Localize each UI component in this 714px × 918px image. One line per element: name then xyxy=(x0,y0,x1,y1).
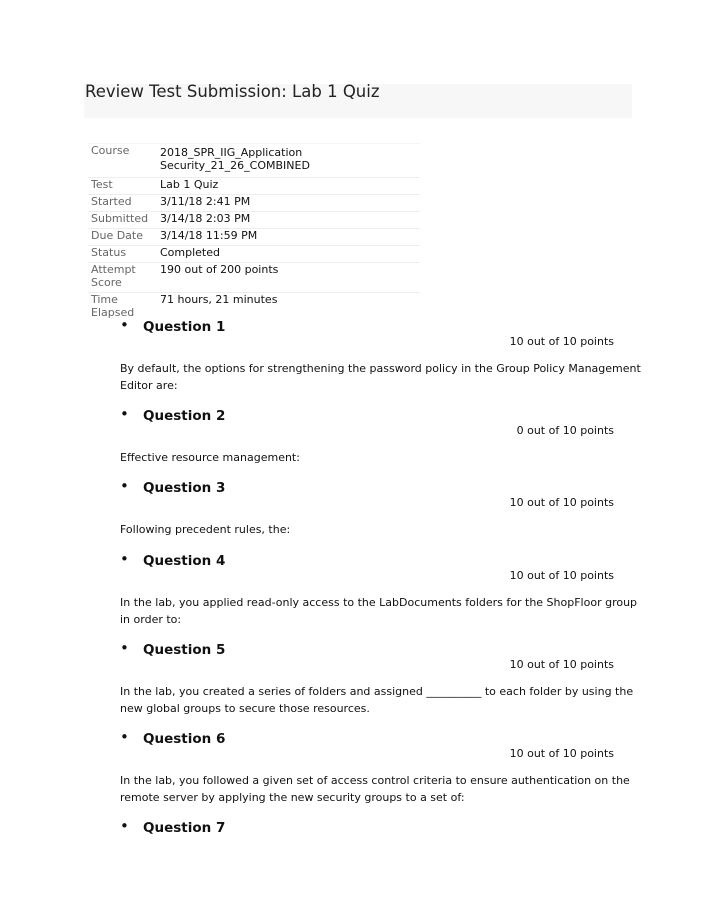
submitted-value: 3/14/18 2:03 PM xyxy=(160,212,251,225)
status-value: Completed xyxy=(160,246,220,259)
details-row-submitted xyxy=(88,212,420,229)
started-value: 3/11/18 2:41 PM xyxy=(160,195,251,208)
question-text: Following precedent rules, the: xyxy=(120,523,291,536)
question-title: Question 6 xyxy=(143,731,226,747)
course-label: Course xyxy=(91,144,130,157)
page-title: Review Test Submission: Lab 1 Quiz xyxy=(85,82,380,101)
question-title: Question 1 xyxy=(143,319,226,335)
details-row-started xyxy=(88,195,420,212)
bullet-icon: • xyxy=(120,817,129,835)
details-row-attempt-score xyxy=(88,263,420,293)
bullet-icon: • xyxy=(120,728,129,746)
question-text: In the lab, you created a series of folders and assigned __________ to each folder by using the new global groups to secure those resources. xyxy=(120,685,634,715)
question-text: In the lab, you followed a given set of access control criteria to ensure authentication on the remote server by applying the new security groups to a set of: xyxy=(120,774,630,804)
question-points: 10 out of 10 points xyxy=(509,658,614,671)
time-elapsed-label: Time Elapsed xyxy=(91,293,135,319)
question-text: Effective resource management: xyxy=(120,451,300,464)
started-label: Started xyxy=(91,195,132,208)
question-title: Question 4 xyxy=(143,553,226,569)
status-label: Status xyxy=(91,246,127,259)
course-value: 2018_SPR_IIG_Application Security_21_26_COMBINED xyxy=(160,146,310,172)
question-points: 10 out of 10 points xyxy=(509,569,614,582)
bullet-icon: • xyxy=(120,639,129,657)
submission-details-table xyxy=(88,143,420,319)
question-title: Question 2 xyxy=(143,408,226,424)
bullet-icon: • xyxy=(120,316,129,334)
details-row-time-elapsed xyxy=(88,293,420,320)
bullet-icon: • xyxy=(120,550,129,568)
details-row-status xyxy=(88,246,420,263)
question-title: Question 3 xyxy=(143,480,226,496)
question-title: Question 7 xyxy=(143,820,226,836)
test-value: Lab 1 Quiz xyxy=(160,178,219,191)
bullet-icon: • xyxy=(120,477,129,495)
details-row-course xyxy=(88,144,420,178)
due-date-label: Due Date xyxy=(91,229,143,242)
question-points: 10 out of 10 points xyxy=(509,335,614,348)
bullet-icon: • xyxy=(120,405,129,423)
question-points: 10 out of 10 points xyxy=(509,496,614,509)
question-text: By default, the options for strengthening the password policy in the Group Policy Management Editor are: xyxy=(120,362,641,392)
question-points: 10 out of 10 points xyxy=(509,747,614,760)
question-points: 0 out of 10 points xyxy=(516,424,614,437)
submitted-label: Submitted xyxy=(91,212,149,225)
details-row-test xyxy=(88,178,420,195)
attempt-score-value: 190 out of 200 points xyxy=(160,263,279,276)
question-title: Question 5 xyxy=(143,642,226,658)
question-text: In the lab, you applied read-only access to the LabDocuments folders for the ShopFloor group in order to: xyxy=(120,596,638,626)
time-elapsed-value: 71 hours, 21 minutes xyxy=(160,293,278,306)
due-date-value: 3/14/18 11:59 PM xyxy=(160,229,258,242)
details-row-due-date xyxy=(88,229,420,246)
attempt-score-label: Attempt Score xyxy=(91,263,136,289)
test-label: Test xyxy=(91,178,113,191)
